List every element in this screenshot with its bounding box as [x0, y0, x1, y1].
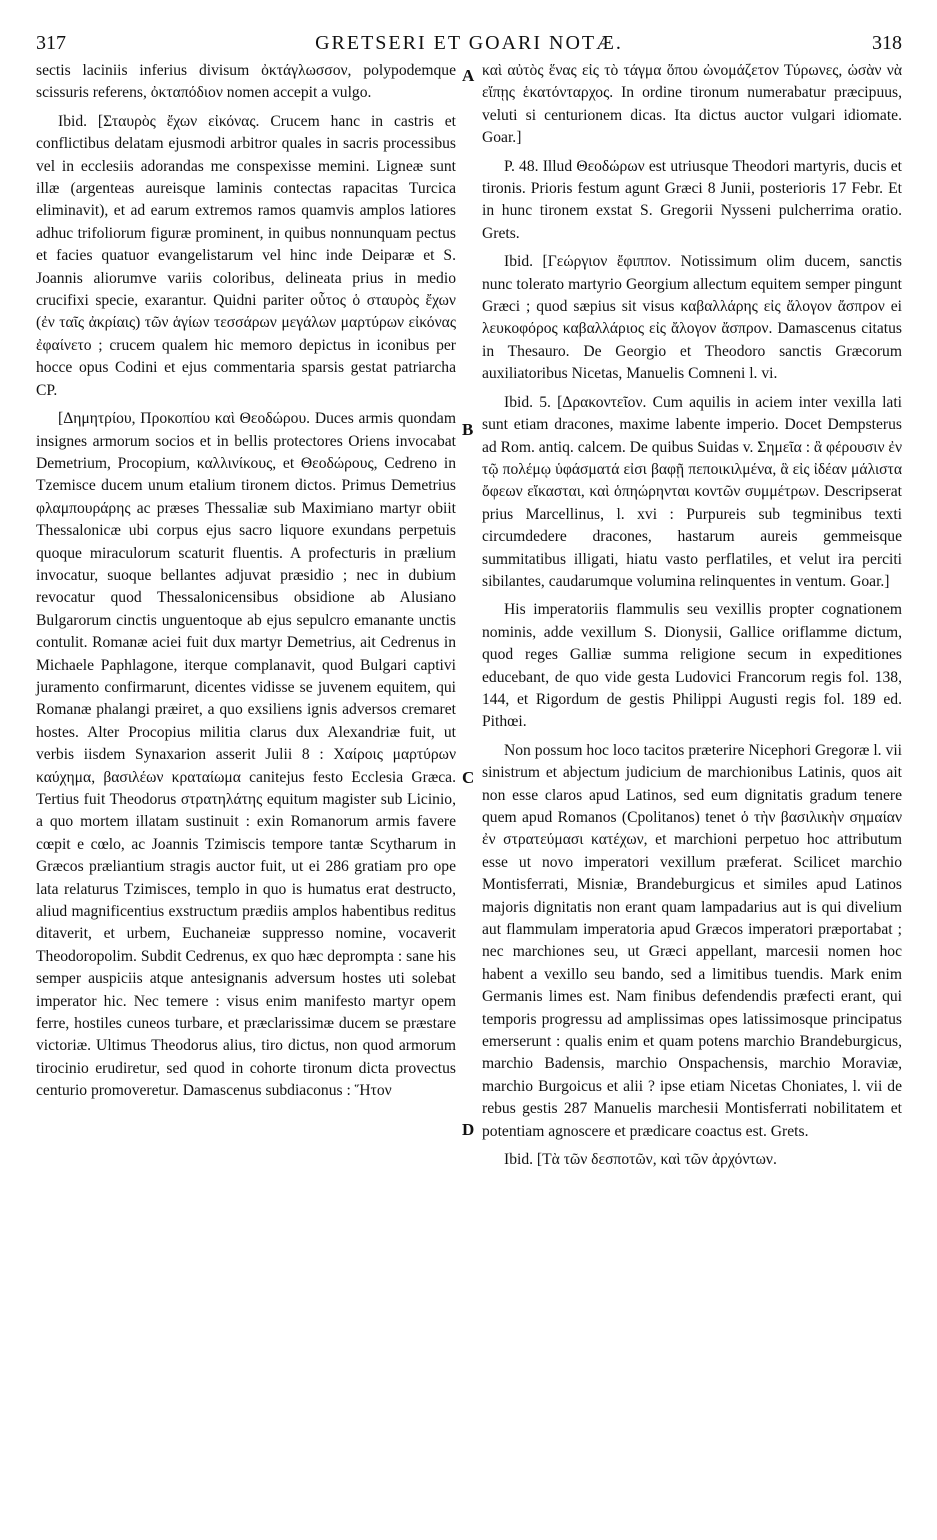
- paragraph: Ibid. 5. [Δρακοντεῖον. Cum aquilis in aciem inter vexilla lati sunt etiam dracones, maxime labente imperio. Docet Dempsterus ad Rom. antiq. calcem. De quibus Suidas v. Σημεῖα : ἃ φέρουσιν ἐν τῷ πολέμῳ ὑφάσματά εἰσι βαφῇ πεποικιλμένα, ἃ εἰς ἰδέαν μάλιστα ὄφεων εἴκασται, καὶ ὁπηώρηνται κοντῶν συμμέτρων. Descripserat prius Marcellinus, l. xvi : Purpureis sub tegminibus texti circumdedere dracones, hastarum aureis gemmeisque summitatibus illigati, hiatu vasto perflatiles, et velut ira perciti sibilantes, caudarumque volumina relinquentes in ventum. Goar.]: [482, 393, 902, 590]
- running-title: GRETSERI ET GOARI NOTÆ.: [315, 32, 623, 54]
- paragraph: [Δημητρίου, Προκοπίου καὶ Θεοδώρου. Duces armis quondam insignes armorum socios et in bellis protectores Oriens invocabat Demetrium, Procopium, καλλινίκους, et Θεοδώρους, Cedreno in Tzemisce ducem unum etalium tironem dictos. Primus Demetrius φλαμπουράρης ac præses Thessaliæ sub Maximiano martyr obiit Thessalonicæ ubi corpus ejus sacro liquore exundans perpetuis quoque miraculorum scaturit fluentis. A profecturis in prælium invocatur, suoque bellantes adjuvat præsidio ; nec in dubium revocatur quod Thessalonicensibus obsidione ab Alusiano Bulgarorum cinctis unguentoque ab ejus sepulcro emanante unctis contulit. Romanæ aciei fuit dux martyr Demetrius, ait Cedrenus in Michaele Paphlagone, iterque complanavit, quod Bulgari captivi juramento confirmarunt, dicentes vidisse se juvenem equitem, qui Romanæ phalangi præiret, a quo exsiliens ignis adversos cremaret hostes. Alter Procopius militia clarus dux Alexandriæ fuit, ut verbis iisdem Synaxarion asserit Julii 8 : Χαίροις μαρτύρων καύχημα, βασιλέων κραταίωμα canitejus festo Ecclesia Græca. Tertius fuit Theodorus στρατηλάτης equitum magister sub Licinio, a quo mortem illatam sustinuit : exin Romanorum armis favere cœpit e cœlo, ac Joannis Tzimiscis tempore tantæ Scytharum in Græcos præliantium stragis auctor fuit, ut ei 286 gratiam pro ope lata relaturus Tzimisces, templo in quo is humatus erat destructo, aliud magnificentius exstructum prædiis amplos habentibus reditus ditaverit, et urbem, Euchaneiæ suppresso nomine, vocaverit Theodoropolim. Subdit Cedrenus, ex quo hæc deprompta : sane his semper auspiciis atque antesignanis adversum hostes uti solebat imperator hic. Nec temere : visus enim manifesto martyr opem ferre, hostiles cuneos turbare, et præclarissimæ ducem se præstare victoriæ. Ultimus Theodorus alius, tiro dictus, non quod armorum tirocinio erudiretur, sed quod in cohorte tironum dicta provectus centurio promoveretur. Damascenus subdiaconus : Ἥτον: [36, 410, 456, 1100]
- left-column: [36, 60, 456, 1103]
- margin-marker-c: C: [462, 768, 475, 787]
- page-number-left: 317: [36, 32, 66, 54]
- paragraph: καὶ αὐτὸς ἕνας εἰς τὸ τάγμα ὅπου ὠνομάζετον Τύρωνες, ὡσὰν νὰ εἴπῃς ἑκατόνταρχος. In ordine tironum numerabatur præcipuus, veluti si centurionem dicas. Ita dictus auctor vulgari idiomate. Goar.]: [482, 62, 902, 147]
- paragraph: Ibid. [Τὰ τῶν δεσποτῶν, καὶ τῶν ἀρχόντων.: [504, 1151, 777, 1169]
- paragraph: P. 48. Illud Θεοδώρων est utriusque Theodori martyris, ducis et tironis. Prioris festum agunt Græci 8 Junii, posterioris 17 Febr. Et in hunc tironem exstat S. Gregorii Nysseni pulcherrima oratio. Grets.: [482, 157, 902, 242]
- paragraph: Non possum hoc loco tacitos præterire Nicephori Gregoræ l. vii sinistrum et abjectum judicium de marchionibus Latinis, quos ait non esse claros apud Latinos, sed eum dignitatis gradum tenere quem apud Romanos (Cpolitanos) tenet ὁ τὴν βασιλικὴν σημαίαν ἐν στρατεύμασι κατέχων, et marchioni perpetuo hoc attributum esse ut novo imperatori vexillum præferat. Scilicet marchio Montisferrati, Misniæ, Brandeburgicus et similes apud Latinos majoris dignitatis non erant quam lampadarius aut is qui divelium aut flammulam imperatoria apud Græcos imperatori præportabat ; nec marchiones seu, ut Græci appellant, marcesii nomen hoc habent a vexillo seu bando, sed a limitibus tuendis. Mark enim Germanis limes est. Nam finibus defendendis præfecti erant, qui temporis progressu ad amplissimas opes latissimosque principatus emerserunt : qualis enim et quam potens marchio Brandeburgicus, marchio Badensis, marchio Onspachensis, marchio Moraviæ, marchio Burgoicus et alii ? ipse etiam Nicetas Choniates, l. vii de rebus gestis 287 Manuelis marchesii Montisferrati nobilitatem et potentiam agnoscere et prædicare coactus est. Grets.: [482, 741, 902, 1140]
- page-header: [36, 30, 902, 62]
- page-number-right: 318: [872, 32, 902, 54]
- margin-marker-a: A: [462, 66, 475, 85]
- paragraph: sectis laciniis inferius divisum ὀκτάγλωσσον, polypodemque scissuris referens, ὀκταπόδιον nomen accepit a vulgo.: [36, 62, 456, 102]
- paragraph: His imperatoriis flammulis seu vexillis propter cognationem nominis, adde vexillum S. Dionysii, Gallice oriflamme dictum, quod reges Galliæ summa religione secum in expeditiones educebant, de quo vide gesta Ludovici Francorum regis fol. 138, 144, et Rigordum de gestis Philippi Augusti regis fol. 189 ed. Pithœi.: [482, 601, 902, 731]
- paragraph: Ibid. [Σταυρὸς ἔχων εἰκόνας. Crucem hanc in castris et conflictibus delatam ejusmodi arbitror quales in sacris processibus vel in ecclesiis adorandas me conspexisse memini. Ligneæ sunt illæ (argenteas aureisque laminis contectas rapacitas Turcica eliminavit), et ad earum extremos ramos quamvis amplos latiores adhuc trifoliorum figuræ prominent, in quibus nonnunquam pectus et facies quatuor evangelistarum vel hinc inde Deiparæ et S. Joannis aliorumve variis coloribus, delineata prius in medio crucifixi specie, exarantur. Quidni pariter οὗτος ὁ σταυρὸς ἔχων (ἐν ταῖς ἀκρίαις) τῶν ἁγίων τεσσάρων μεγάλων μαρτύρων εἰκόνας ἐφαίνετο ; crucem qualem hic memoro depictus in iconibus per hocce opus Codini et ejus commentaria sparsis gestat patriarcha CP.: [36, 112, 456, 399]
- right-column: [482, 60, 902, 1172]
- paragraph: Ibid. [Γεώργιον ἔφιππον. Notissimum olim ducem, sanctis nunc tolerato martyrio Georgium allectum equitem semper pingunt Græci ; quod sæpius sit visus καβαλλάρης εἰς ἄλογον ἄσπρον ei λευκοφόρος καβαλλάριος εἰς ἄλογον ἄσπρον. Damascenus citatus in Thesauro. De Georgio et Theodoro sanctis Græcorum auxiliatoribus Nicetas, Manuelis Comneni l. vi.: [482, 253, 902, 383]
- margin-marker-d: D: [462, 1120, 475, 1139]
- margin-marker-b: B: [462, 420, 474, 439]
